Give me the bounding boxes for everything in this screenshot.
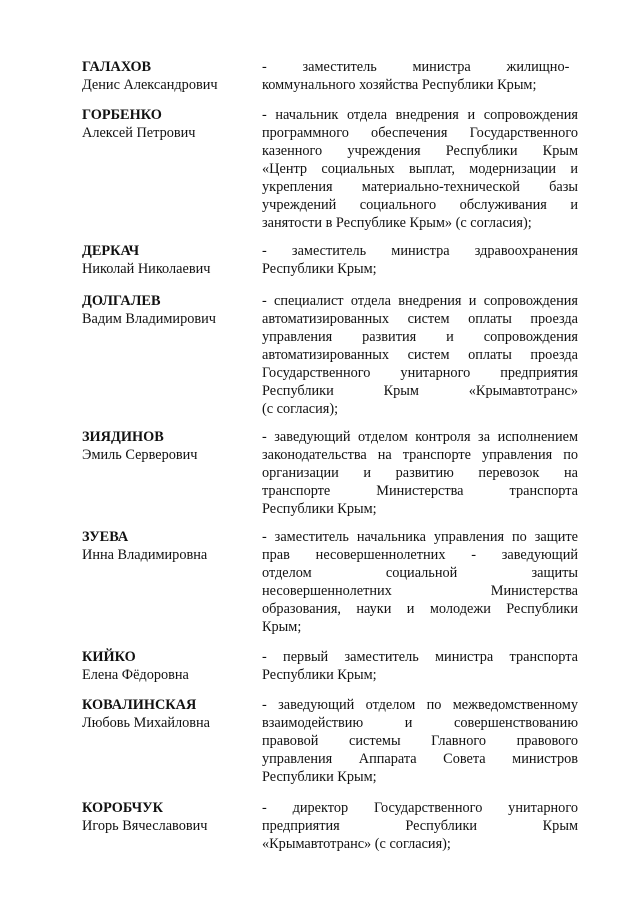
role-line: занятости в Республике Крым» (с согласия);: [262, 215, 532, 231]
role-line: - первый заместитель министра транспорта: [262, 649, 578, 665]
role-line: автоматизированных систем оплаты проезда: [262, 311, 578, 327]
role-line: - директор Государственного унитарного: [262, 800, 578, 816]
member-name: [82, 528, 257, 564]
member-surname: ГАЛАХОВ: [82, 59, 152, 75]
role-line: управления развития и сопровождения: [262, 329, 578, 345]
member-given-name: Инна Владимировна: [82, 547, 208, 563]
role-line: - заместитель министра жилищно-: [262, 59, 570, 75]
role-line: Республики Крым;: [262, 261, 377, 277]
member-surname: КОРОБЧУК: [82, 800, 163, 816]
role-line: прав несовершеннолетних - заведующий: [262, 547, 578, 563]
member-surname: ДОЛГАЛЕВ: [82, 293, 161, 309]
member-name: [82, 428, 257, 464]
member-role: [262, 428, 578, 518]
member-given-name: Эмиль Серверович: [82, 447, 198, 463]
role-line: - заведующий отделом контроля за исполнением: [262, 429, 578, 445]
member-surname: КИЙКО: [82, 649, 136, 665]
member-surname: КОВАЛИНСКАЯ: [82, 697, 197, 713]
role-line: Республики Крым «Крымавтотранс»: [262, 383, 578, 399]
role-line: Государственного унитарного предприятия: [262, 365, 578, 381]
member-name: [82, 799, 257, 835]
role-line: - специалист отдела внедрения и сопровождения: [262, 293, 578, 309]
member-given-name: Вадим Владимирович: [82, 311, 216, 327]
role-line: образования, науки и молодежи Республики: [262, 601, 578, 617]
role-line: предприятия Республики Крым: [262, 818, 578, 834]
member-role: [262, 242, 578, 278]
member-role: [262, 292, 578, 418]
member-name: [82, 242, 257, 278]
member-given-name: Елена Фёдоровна: [82, 667, 189, 683]
member-surname: ДЕРКАЧ: [82, 243, 140, 259]
member-given-name: Игорь Вячеславович: [82, 818, 208, 834]
role-line: (с согласия);: [262, 401, 339, 417]
role-line: коммунального хозяйства Республики Крым;: [262, 77, 537, 93]
role-line: управления Аппарата Совета министров: [262, 751, 578, 767]
role-line: укрепления материально-технической базы: [262, 179, 578, 195]
member-given-name: Николай Николаевич: [82, 261, 211, 277]
member-surname: ЗУЕВА: [82, 529, 129, 545]
role-line: - начальник отдела внедрения и сопровождения: [262, 107, 578, 123]
member-given-name: Денис Александрович: [82, 77, 218, 93]
member-name: [82, 292, 257, 328]
role-line: несовершеннолетних Министерства: [262, 583, 578, 599]
member-name: [82, 58, 257, 94]
role-line: автоматизированных систем оплаты проезда: [262, 347, 578, 363]
member-name: [82, 106, 257, 142]
member-given-name: Любовь Михайловна: [82, 715, 210, 731]
role-line: взаимодействию и совершенствованию: [262, 715, 578, 731]
role-line: «Центр социальных выплат, модернизации и: [262, 161, 578, 177]
role-line: - заведующий отделом по межведомственному: [262, 697, 578, 713]
member-surname: ЗИЯДИНОВ: [82, 429, 164, 445]
role-line: Республики Крым;: [262, 501, 377, 517]
role-line: Крым;: [262, 619, 302, 635]
role-line: отделом социальной защиты: [262, 565, 578, 581]
role-line: программного обеспечения Государственного: [262, 125, 578, 141]
member-role: [262, 799, 578, 853]
member-role: [262, 58, 578, 94]
member-name: [82, 696, 257, 732]
role-line: Республики Крым;: [262, 769, 377, 785]
role-line: транспорте Министерства транспорта: [262, 483, 578, 499]
role-line: казенного учреждения Республики Крым: [262, 143, 578, 159]
role-line: правовой системы Главного правового: [262, 733, 578, 749]
member-role: [262, 106, 578, 232]
member-role: [262, 648, 578, 684]
role-line: Республики Крым;: [262, 667, 377, 683]
role-line: законодательства на транспорте управления по: [262, 447, 578, 463]
member-given-name: Алексей Петрович: [82, 125, 196, 141]
role-line: - заместитель министра здравоохранения: [262, 243, 578, 259]
member-role: [262, 696, 578, 786]
role-line: учреждений социального обслуживания и: [262, 197, 578, 213]
role-line: - заместитель начальника управления по защите: [262, 529, 578, 545]
member-name: [82, 648, 257, 684]
role-line: организации и развитию перевозок на: [262, 465, 578, 481]
role-line: «Крымавтотранс» (с согласия);: [262, 836, 451, 852]
member-surname: ГОРБЕНКО: [82, 107, 162, 123]
member-role: [262, 528, 578, 636]
